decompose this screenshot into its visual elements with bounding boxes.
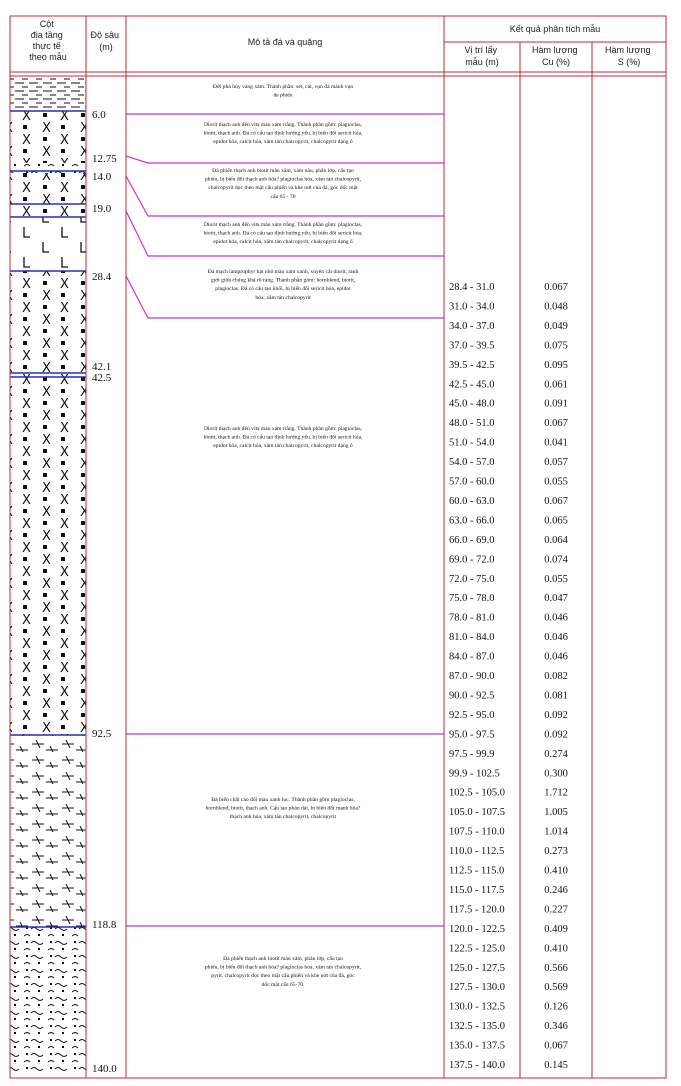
sample-cu-value: 0.057 (544, 457, 568, 469)
sample-interval: 115.0 - 117.5 (449, 884, 505, 896)
sample-cu-value: 0.145 (544, 1060, 568, 1071)
sample-row (449, 593, 568, 604)
depth-mark: 42.5 (92, 372, 112, 384)
sample-row (449, 321, 568, 332)
sample-interval: 125.0 - 127.5 (449, 962, 505, 974)
sample-interval: 99.9 - 102.5 (449, 768, 500, 780)
sample-cu-value: 0.346 (544, 1021, 568, 1033)
header-cu-title: Hàm lượng Cu (%) (532, 45, 578, 67)
sample-interval: 34.0 - 37.0 (449, 320, 495, 332)
sample-cu-value: 0.064 (544, 534, 568, 546)
rock-description: Đới phá hủy vàng xám. Thành phần: sét, cát, vụn đá mảnh vụn de phiến (212, 84, 354, 99)
sample-cu-value: 0.046 (544, 651, 568, 663)
sample-interval: 37.0 - 39.5 (449, 340, 495, 352)
sample-row (449, 885, 568, 896)
sample-interval: 122.5 - 125.0 (449, 943, 505, 955)
sample-cu-value: 0.566 (544, 962, 568, 974)
sample-interval: 132.5 - 135.0 (449, 1021, 505, 1033)
sample-row (449, 963, 568, 974)
depth-marks (92, 109, 117, 1075)
depth-mark: 118.8 (92, 919, 117, 931)
rock-description: Đá phiến thạch anh biotit màu xám, xám nâu, phân lớp, cấu tạo phiến, bị biến đổi thạch anh hóa? plagioclas hóa, xâm tán chalcopyrit, chalcopyrit dọc theo mặt cấu phiến và khe nứt của đá, góc dốc mặt cấu 65 - 70 (204, 168, 362, 200)
sample-interval: 107.5 - 110.0 (449, 826, 505, 838)
sample-interval: 54.0 - 57.0 (449, 457, 495, 469)
sample-cu-value: 0.227 (544, 904, 568, 916)
sample-interval: 63.0 - 66.0 (449, 515, 495, 527)
sample-row (449, 1021, 568, 1032)
lith-lamprophyre (10, 217, 86, 271)
sample-row (449, 418, 568, 429)
sample-cu-value: 0.300 (544, 768, 568, 780)
sample-cu-value: 0.569 (544, 982, 568, 994)
header-position-title: Vị trí lấy mẫu (m) (464, 45, 499, 67)
sample-interval: 105.0 - 107.5 (449, 807, 505, 819)
sample-interval: 31.0 - 34.0 (449, 301, 495, 313)
sample-cu-value: 0.055 (544, 573, 568, 585)
sample-interval: 42.5 - 45.0 (449, 379, 495, 391)
sample-interval: 39.5 - 42.5 (449, 359, 495, 371)
sample-row (449, 457, 568, 468)
sample-row (449, 652, 568, 663)
sample-cu-value: 0.046 (544, 632, 568, 644)
sample-row (449, 399, 568, 410)
sample-interval: 60.0 - 63.0 (449, 495, 495, 507)
boundary-12m (126, 156, 444, 163)
depth-mark: 12.75 (92, 153, 117, 165)
sample-interval: 137.5 - 140.0 (449, 1060, 505, 1071)
lith-schist-2 (10, 927, 86, 1072)
sample-interval: 45.0 - 48.0 (449, 398, 495, 410)
sample-row (449, 360, 568, 371)
sample-cu-value: 0.095 (544, 359, 568, 371)
sample-interval: 92.5 - 95.0 (449, 709, 495, 721)
sample-row (449, 827, 569, 838)
rock-description: Đá mạch lamprophyr hạt nhỏ màu xám xanh, xuyên cắt diorit, ranh giới giữa chúng khá rõ ràng. Thành phần gồm: hornblend, biotit, plagioclas. Đá có cấu tạo khối, bị biến đổi sericit hóa, epidot hóa, xâm tán chalcopyrit (207, 269, 359, 301)
sample-row (449, 379, 568, 390)
sample-row (449, 749, 569, 760)
sample-interval: 69.0 - 72.0 (449, 554, 495, 566)
sample-row (449, 768, 568, 779)
sample-interval: 48.0 - 51.0 (449, 418, 495, 430)
sample-cu-value: 1.712 (544, 787, 568, 799)
sample-row (449, 671, 568, 682)
sample-interval: 120.0 - 122.5 (449, 923, 505, 935)
sample-cu-value: 0.055 (544, 476, 568, 488)
rock-description: Diorit thạch anh đến vừa màu xám trắng. Thành phần gồm: plagioclas, biotit, thạch anh. Đá có cấu tạo định hướng yếu, bị biến đổi sericit hóa, epidot hóa, calcit hóa, xâm tán chalcopyrit, chalcopyrit dạng ổ (203, 222, 363, 246)
sample-row (449, 574, 568, 585)
sample-cu-value: 0.075 (544, 340, 568, 352)
sample-row (449, 632, 568, 643)
sample-row (449, 554, 569, 565)
sample-cu-value: 0.061 (544, 379, 568, 391)
lith-diorite-3 (10, 271, 86, 735)
sample-row (449, 924, 568, 935)
sample-row (449, 846, 568, 857)
sample-cu-value: 0.126 (544, 1001, 568, 1013)
sample-row (449, 690, 568, 701)
sample-interval: 90.0 - 92.5 (449, 690, 495, 702)
sample-interval: 28.4 - 31.0 (449, 282, 495, 293)
sample-row (449, 788, 568, 799)
sample-cu-value: 0.067 (544, 1040, 568, 1052)
sample-cu-value: 0.074 (544, 554, 568, 566)
sample-cu-value: 1.005 (544, 807, 568, 819)
rock-description: Diorit thạch anh đến vừa màu xám trắng. Thành phần gồm: plagioclas, biotit, thạch anh. Đá có cấu tạo định hướng yếu, bị biến đổi sericit hóa, epidot hóa, calcit hóa, xâm tán chalcopyrit, chalcopyrit dạng ổ (203, 426, 363, 450)
sample-interval: 87.0 - 90.0 (449, 671, 495, 682)
sample-interval: 135.0 - 137.5 (449, 1040, 505, 1052)
lithology-column (10, 76, 86, 1072)
sample-interval: 112.5 - 115.0 (449, 865, 505, 877)
sample-row (449, 943, 568, 954)
sample-row (449, 496, 568, 507)
sample-cu-value: 1.014 (544, 826, 568, 838)
sample-cu-value: 0.048 (544, 301, 568, 313)
header-depth-title: Độ sâu (m) (90, 30, 120, 52)
sample-row (449, 535, 569, 546)
sample-cu-value: 0.067 (544, 495, 568, 507)
rock-descriptions (204, 83, 363, 988)
sample-cu-value: 0.092 (544, 709, 568, 721)
sample-cu-value: 0.410 (544, 943, 568, 955)
sample-row (449, 1002, 568, 1013)
sample-interval: 110.0 - 112.5 (449, 846, 505, 858)
sample-interval: 102.5 - 105.0 (449, 787, 505, 799)
sample-row (449, 477, 568, 488)
depth-mark: 19.0 (92, 203, 112, 215)
sample-interval: 75.0 - 78.0 (449, 593, 495, 605)
sample-row (449, 904, 568, 915)
sample-cu-value: 0.046 (544, 612, 568, 624)
header-results-title: Kết quả phân tích mẫu (509, 24, 601, 34)
sample-row (449, 301, 568, 312)
sample-cu-value: 0.047 (544, 593, 568, 605)
sample-interval: 51.0 - 54.0 (449, 437, 495, 449)
sample-cu-value: 0.049 (544, 320, 568, 332)
sample-cu-value: 0.065 (544, 515, 568, 527)
sample-row (449, 710, 568, 721)
rock-description: Diorit thạch anh đến vừa màu xám trắng. Thành phần gồm: plagioclas, biotit, thạch anh. Đá có cấu tạo định hướng yếu, bị biến đổi sericit hóa, epidot hóa, calcit hóa, xâm tán chalcopyrit, chalcopyrit dạng ổ (203, 122, 363, 146)
sample-interval: 81.0 - 84.0 (449, 632, 495, 644)
lith-metamorphic (10, 735, 86, 927)
sample-row (449, 807, 568, 818)
sample-rows (449, 282, 569, 1071)
sample-cu-value: 0.067 (544, 418, 568, 430)
sample-interval: 95.0 - 97.5 (449, 729, 495, 741)
depth-mark: 28.4 (92, 271, 112, 283)
sample-cu-value: 0.082 (544, 671, 568, 682)
header-description-title: Mô tả đá và quặng (247, 37, 323, 47)
sample-row (449, 613, 568, 624)
lith-weathered-zone (10, 76, 86, 111)
sample-cu-value: 0.274 (544, 748, 568, 760)
sample-cu-value: 0.091 (544, 398, 568, 410)
sample-row (449, 282, 568, 293)
sample-row (449, 515, 568, 526)
sample-interval: 84.0 - 87.0 (449, 651, 495, 663)
sample-cu-value: 0.041 (544, 437, 568, 449)
sample-interval: 72.0 - 75.0 (449, 573, 495, 585)
sample-interval: 57.0 - 60.0 (449, 476, 495, 488)
sample-interval: 97.5 - 99.9 (449, 748, 495, 760)
sample-row (449, 1060, 568, 1071)
rock-description: Đá phiến thạch anh biotit màu xám, phân lớp, cấu tạo phiến, bị biến đổi thạch anh hóa? plagioclas hóa, xâm tán chalcopyrit, pyrit, chalcopyrit dọc theo mặt cấu phiến và khe nứt của đá, góc dốc mặt cấu 65-70. (204, 956, 362, 988)
sample-cu-value: 0.246 (544, 884, 568, 896)
sample-interval: 127.5 - 130.0 (449, 982, 505, 994)
sample-row (449, 866, 568, 877)
sample-row (449, 729, 568, 740)
sample-cu-value: 0.067 (544, 282, 568, 293)
sample-interval: 78.0 - 81.0 (449, 612, 495, 624)
lith-diorite-2 (10, 173, 86, 217)
depth-mark: 140.0 (92, 1063, 117, 1075)
depth-mark: 92.5 (92, 728, 112, 740)
sample-cu-value: 0.409 (544, 923, 568, 935)
sample-row (449, 438, 568, 449)
depth-mark: 6.0 (92, 109, 106, 121)
sample-interval: 130.0 - 132.5 (449, 1001, 505, 1013)
sample-row (449, 1041, 568, 1052)
sample-cu-value: 0.273 (544, 846, 568, 858)
rock-description: Đá biến chất cao đổi màu xanh lục. Thành phần gồm plagioclas, hornblend, biotit, thạch anh. Cấu tạo phân dải, bị biến đổi mạnh hóa? thạch anh hóa, xâm tán chalcopyrit, chalcopyrit (205, 797, 361, 821)
depth-mark: 14.0 (92, 171, 112, 183)
header-column-title: Cột địa tầng thực tế theo mẫu (29, 19, 67, 62)
lith-diorite-1 (10, 111, 86, 163)
sample-cu-value: 0.081 (544, 690, 568, 702)
sample-interval: 117.5 - 120.0 (449, 904, 505, 916)
sample-row (449, 982, 568, 993)
header-s-title: Hàm lượng S (%) (605, 45, 651, 67)
sample-row (449, 340, 568, 351)
table-header (29, 19, 653, 67)
depth-mark: 42.1 (92, 361, 112, 373)
sample-interval: 66.0 - 69.0 (449, 534, 495, 546)
sample-cu-value: 0.092 (544, 729, 568, 741)
sample-cu-value: 0.410 (544, 865, 568, 877)
